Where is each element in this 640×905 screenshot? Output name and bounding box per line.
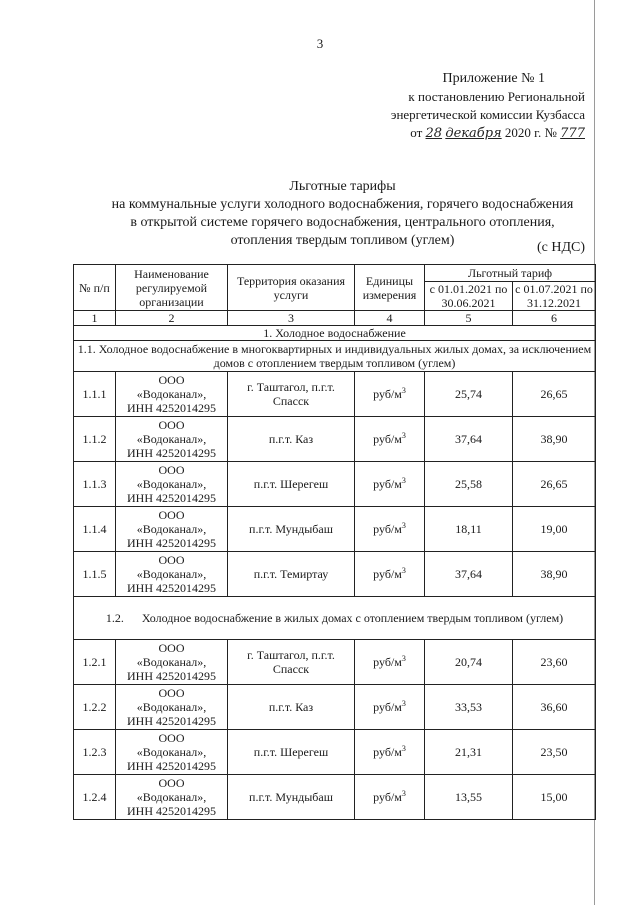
units [355, 507, 425, 552]
territory: п.г.т. Каз [228, 685, 355, 730]
row-number: 1.1.5 [74, 552, 116, 597]
title-line-1: Льготные тарифы [289, 179, 396, 194]
org-name-line: ИНН 4252014295 [127, 759, 216, 773]
territory: г. Таштагол, п.г.т. Спасск [228, 640, 355, 685]
unit-text: руб/м [373, 387, 402, 401]
territory: п.г.т. Темиртау [228, 552, 355, 597]
table-row [74, 730, 596, 775]
table-row [74, 372, 596, 417]
org-name-line: ИНН 4252014295 [127, 804, 216, 818]
table-row [74, 775, 596, 820]
territory: п.г.т. Шерегеш [228, 462, 355, 507]
page-number: 3 [316, 36, 324, 51]
unit-exponent: 3 [401, 566, 406, 575]
unit-text: руб/м [373, 477, 402, 491]
tariff-period-1: 37,64 [425, 417, 513, 462]
org-name-line: ИНН 4252014295 [127, 581, 216, 595]
tariff-period-1: 33,53 [425, 685, 513, 730]
tariff-table [73, 264, 596, 820]
table-row [74, 685, 596, 730]
org-name-line: «Водоканал», [136, 387, 207, 401]
appendix-line-2: к постановлению Региональной [408, 89, 585, 104]
header-territory: Территория оказания услуги [228, 265, 355, 311]
tariff-period-1: 21,31 [425, 730, 513, 775]
units [355, 685, 425, 730]
org-name-line: ИНН 4252014295 [127, 446, 216, 460]
header-num: № п/п [74, 265, 116, 311]
title-line-4: отопления твердым топливом (углем) [230, 233, 455, 248]
units [355, 640, 425, 685]
org-name [116, 775, 228, 820]
org-name [116, 417, 228, 462]
org-name-line: ИНН 4252014295 [127, 401, 216, 415]
table-row [74, 640, 596, 685]
tariff-period-2: 38,90 [513, 417, 596, 462]
org-name-line: «Водоканал», [136, 745, 207, 759]
row-number: 1.1.2 [74, 417, 116, 462]
row-number: 1.2.3 [74, 730, 116, 775]
date-prefix: от [410, 125, 423, 140]
table-row [74, 462, 596, 507]
appendix-line-3: энергетической комиссии Кузбасса [390, 107, 585, 122]
column-number: 5 [425, 311, 513, 326]
column-number-row [74, 311, 596, 326]
tariff-period-1: 25,74 [425, 372, 513, 417]
org-name [116, 685, 228, 730]
tariff-period-2: 15,00 [513, 775, 596, 820]
date-year: 2020 г. № [504, 125, 557, 140]
row-number: 1.1.3 [74, 462, 116, 507]
org-name-line: ИНН 4252014295 [127, 714, 216, 728]
unit-exponent: 3 [401, 654, 406, 663]
header-units: Единицы измерения [355, 265, 425, 311]
unit-text: руб/м [373, 745, 402, 759]
subsection-row [74, 597, 596, 640]
unit-text: руб/м [373, 790, 402, 804]
date-month-handwritten: декабря [445, 126, 502, 141]
row-number: 1.2.1 [74, 640, 116, 685]
org-name-line: ООО [158, 418, 185, 432]
unit-text: руб/м [373, 522, 402, 536]
column-number: 4 [355, 311, 425, 326]
appendix-title: Приложение № 1 [442, 71, 545, 86]
column-number: 1 [74, 311, 116, 326]
row-number: 1.2.2 [74, 685, 116, 730]
section-1-title: 1. Холодное водоснабжение [74, 326, 596, 341]
unit-exponent: 3 [401, 744, 406, 753]
tariff-period-2: 23,60 [513, 640, 596, 685]
header-row [74, 265, 596, 282]
unit-text: руб/м [373, 567, 402, 581]
units [355, 730, 425, 775]
subsection-row [74, 341, 596, 372]
tariff-period-2: 23,50 [513, 730, 596, 775]
org-name [116, 507, 228, 552]
table-row [74, 507, 596, 552]
org-name-line: ООО [158, 776, 185, 790]
units [355, 462, 425, 507]
row-number: 1.1.4 [74, 507, 116, 552]
document-title [95, 178, 590, 250]
org-name [116, 552, 228, 597]
unit-text: руб/м [373, 432, 402, 446]
header-tariff: Льготный тариф [425, 265, 596, 282]
org-name-line: «Водоканал», [136, 522, 207, 536]
org-name-line: ООО [158, 553, 185, 567]
org-name [116, 730, 228, 775]
unit-text: руб/м [373, 655, 402, 669]
org-name-line: ООО [158, 686, 185, 700]
org-name-line: ООО [158, 373, 185, 387]
tariff-period-2: 26,65 [513, 372, 596, 417]
title-line-3: в открытой системе горячего водоснабжения, центрального отопления, [130, 215, 555, 230]
subsection-1-2-title [74, 597, 596, 640]
unit-exponent: 3 [401, 431, 406, 440]
table-row [74, 552, 596, 597]
org-name-line: «Водоканал», [136, 790, 207, 804]
org-name-line: ООО [158, 463, 185, 477]
tariff-period-1: 37,64 [425, 552, 513, 597]
territory: п.г.т. Мундыбаш [228, 775, 355, 820]
tariff-period-1: 18,11 [425, 507, 513, 552]
territory: п.г.т. Мундыбаш [228, 507, 355, 552]
header-org: Наименование регулируемой организации [116, 265, 228, 311]
tariff-period-2: 36,60 [513, 685, 596, 730]
org-name-line: «Водоканал», [136, 432, 207, 446]
title-line-2: на коммунальные услуги холодного водоснабжения, горячего водоснабжения [111, 197, 574, 212]
org-name-line: «Водоканал», [136, 477, 207, 491]
tariff-period-1: 25,58 [425, 462, 513, 507]
tariff-table-body [74, 265, 596, 820]
vat-note: (с НДС) [536, 240, 585, 255]
units [355, 417, 425, 462]
units [355, 775, 425, 820]
tariff-period-1: 13,55 [425, 775, 513, 820]
org-name [116, 372, 228, 417]
territory: п.г.т. Шерегеш [228, 730, 355, 775]
header-period-1: с 01.01.2021 по 30.06.2021 [425, 282, 513, 311]
subsection-1-1-title: 1.1. Холодное водоснабжение в многоквартирных и индивидуальных жилых домах, за исключением домов с отоплением твердым топливом (углем) [74, 341, 596, 372]
tariff-period-2: 26,65 [513, 462, 596, 507]
appendix-date-line [325, 124, 585, 143]
units [355, 372, 425, 417]
org-name-line: ИНН 4252014295 [127, 491, 216, 505]
tariff-period-2: 19,00 [513, 507, 596, 552]
column-number: 2 [116, 311, 228, 326]
org-name-line: ИНН 4252014295 [127, 536, 216, 550]
section-row [74, 326, 596, 341]
org-name-line: ООО [158, 731, 185, 745]
org-name-line: «Водоканал», [136, 700, 207, 714]
unit-exponent: 3 [401, 789, 406, 798]
appendix-block [325, 70, 585, 143]
tariff-period-2: 38,90 [513, 552, 596, 597]
date-day-handwritten: 28 [425, 126, 443, 141]
org-name-line: «Водоканал», [136, 655, 207, 669]
subsection-1-2-text: Холодное водоснабжение в жилых домах с отоплением твердым топливом (углем) [141, 611, 564, 625]
decree-number-handwritten: 777 [560, 126, 585, 141]
org-name-line: ИНН 4252014295 [127, 669, 216, 683]
org-name [116, 640, 228, 685]
unit-exponent: 3 [401, 476, 406, 485]
header-period-2: с 01.07.2021 по 31.12.2021 [513, 282, 596, 311]
tariff-period-1: 20,74 [425, 640, 513, 685]
territory: г. Таштагол, п.г.т. Спасск [228, 372, 355, 417]
row-number: 1.2.4 [74, 775, 116, 820]
org-name-line: «Водоканал», [136, 567, 207, 581]
unit-text: руб/м [373, 700, 402, 714]
table-row [74, 417, 596, 462]
org-name-line: ООО [158, 508, 185, 522]
column-number: 3 [228, 311, 355, 326]
org-name-line: ООО [158, 641, 185, 655]
row-number: 1.1.1 [74, 372, 116, 417]
unit-exponent: 3 [401, 521, 406, 530]
unit-exponent: 3 [401, 699, 406, 708]
subsection-1-2-number: 1.2. [105, 611, 124, 625]
org-name [116, 462, 228, 507]
territory: п.г.т. Каз [228, 417, 355, 462]
column-number: 6 [513, 311, 596, 326]
unit-exponent: 3 [401, 386, 406, 395]
units [355, 552, 425, 597]
